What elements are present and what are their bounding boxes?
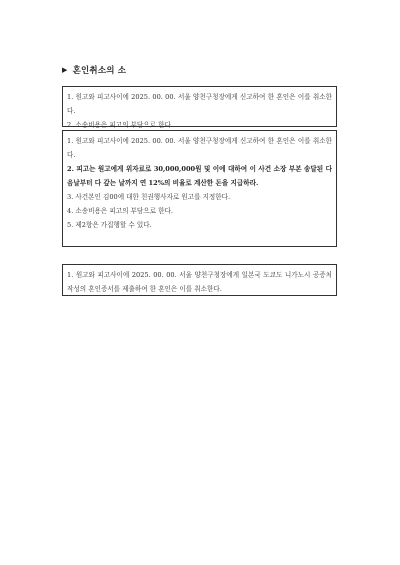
claim-item: 1. 원고와 피고사이에 2025. 00. 00. 서울 양천구청장에게 일본국 도쿄도 니가노시 공증처 작성의 혼인증서를 제출하여 한 혼인은 이를 취소한다. bbox=[67, 271, 332, 293]
claim-item: 4. 소송비용은 피고의 부담으로 한다. bbox=[67, 207, 173, 215]
claim-box-3 bbox=[62, 264, 337, 296]
claim-item: 5. 제2항은 가집행할 수 있다. bbox=[67, 221, 152, 229]
claim-item-damages: 2. 피고는 원고에게 위자료로 30,000,000원 및 이에 대하여 이 사건 소장 부본 송달된 다음날부터 다 갚는 날까지 연 12%의 비율로 계산한 돈을 지급하라. bbox=[67, 165, 332, 187]
claim-item: 3. 사건본인 김00에 대한 친권행사자로 원고를 지정한다. bbox=[67, 193, 231, 201]
triangle-bullet-icon: ▶ bbox=[62, 66, 68, 74]
claim-item: 1. 원고와 피고사이에 2025. 00. 00. 서울 양천구청장에게 신고하여 한 혼인은 이를 취소한다. bbox=[67, 137, 332, 159]
claim-item: 1. 원고와 피고사이에 2025. 00. 00. 서울 양천구청장에게 신고하여 한 혼인은 이를 취소한다. bbox=[67, 93, 332, 115]
section-heading bbox=[62, 64, 126, 76]
claim-box-1 bbox=[62, 86, 337, 127]
claim-item: 2. 소송비용은 피고의 부담으로 한다. bbox=[67, 121, 173, 129]
claim-box-2 bbox=[62, 130, 337, 247]
section-title: 혼인취소의 소 bbox=[72, 66, 127, 76]
